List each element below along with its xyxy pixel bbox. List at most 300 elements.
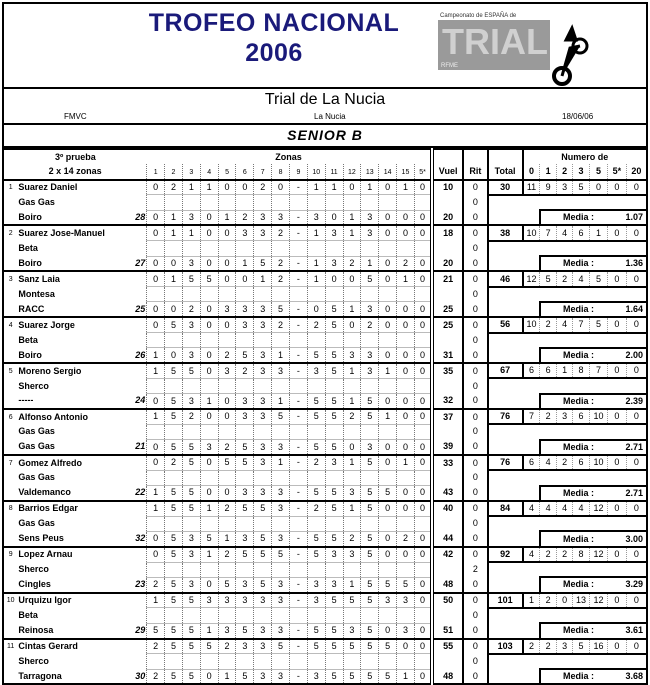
count-cell: 4	[523, 501, 540, 516]
zone-empty	[165, 333, 183, 348]
zone-score: 3	[361, 363, 379, 378]
zone-empty	[325, 516, 343, 531]
media-value: 2.39	[625, 395, 643, 406]
spacer	[3, 302, 17, 317]
zone-score: 3	[236, 531, 254, 546]
count-cell: 2	[523, 639, 540, 654]
zone-empty	[379, 654, 397, 669]
rider-name: Suarez Jose-Manuel	[18, 228, 105, 239]
zone-score: 0	[218, 256, 236, 271]
zone-score: 3	[254, 317, 272, 332]
rider-dorsal: 22	[128, 486, 147, 501]
rider-club: Valdemanco	[17, 486, 128, 501]
zone-score: 3	[254, 455, 272, 470]
trial-logo	[438, 10, 590, 88]
zone-score: 5	[165, 623, 183, 638]
zone-empty	[165, 287, 183, 302]
zone-score: 5	[379, 486, 397, 501]
zone-score: 0	[218, 486, 236, 501]
media-value: 3.61	[625, 625, 643, 636]
zone-score: 3	[325, 225, 343, 240]
rider-name: Lopez Arnau	[18, 549, 73, 560]
empty-cell	[488, 669, 540, 684]
count-cell: 4	[556, 225, 572, 240]
zone-score: 5	[325, 348, 343, 363]
zone-score: 3	[307, 363, 325, 378]
rider-row-lap2	[3, 210, 647, 225]
lap2-rit: 0	[463, 440, 488, 455]
zone-score: 2	[218, 501, 236, 516]
zone-score: 1	[343, 225, 361, 240]
zone-score: 0	[147, 180, 165, 195]
spacer	[3, 378, 17, 393]
rider-name: Alfonso Antonio	[18, 411, 89, 422]
zone-empty	[397, 608, 415, 623]
zone-score: 2	[397, 531, 415, 546]
zone-empty	[254, 333, 272, 348]
media-value: 2.71	[625, 441, 643, 452]
count-cell: 2	[540, 317, 556, 332]
zone-empty	[218, 608, 236, 623]
lap1-rit: 0	[463, 501, 488, 516]
zone-score: 0	[379, 180, 397, 195]
zone-empty	[325, 424, 343, 439]
zone-score: 0	[379, 271, 397, 286]
zone-empty	[343, 424, 361, 439]
lap2-total: 31	[432, 348, 463, 363]
media-box	[540, 440, 647, 455]
zone-score: 5	[165, 409, 183, 424]
zone-empty	[325, 562, 343, 577]
zone-empty	[414, 470, 432, 485]
rit-cell: 0	[463, 608, 488, 623]
count-cell: 0	[608, 271, 626, 286]
spacer	[3, 333, 17, 348]
zone-score: 2	[272, 225, 290, 240]
empty-cell	[432, 287, 463, 302]
zone-score: 1	[147, 409, 165, 424]
zone-score: 5	[236, 501, 254, 516]
zone-score: 1	[218, 210, 236, 225]
zone-empty	[397, 378, 415, 393]
zone-score: 3	[182, 210, 200, 225]
rider-row-lap1	[3, 271, 647, 286]
zone-score: 0	[414, 486, 432, 501]
count-cell: 7	[540, 225, 556, 240]
zone-empty	[414, 608, 432, 623]
count-cell: 0	[589, 180, 607, 195]
count-cell: 6	[523, 363, 540, 378]
count-cell: 0	[608, 225, 626, 240]
lap1-rit: 0	[463, 455, 488, 470]
zone-score: 5	[325, 501, 343, 516]
zone-score: 5	[182, 639, 200, 654]
empty-cell	[432, 241, 463, 256]
zone-score: 5	[379, 639, 397, 654]
zone-score: 5	[272, 639, 290, 654]
zone-score: 3	[254, 669, 272, 684]
count-cell: 8	[573, 547, 589, 562]
zone-score: 2	[218, 639, 236, 654]
empty-cell	[488, 608, 647, 623]
zone-score: 5	[165, 577, 183, 592]
zone-label: 7	[254, 164, 272, 179]
zone-score: 1	[254, 271, 272, 286]
zone-empty	[200, 333, 218, 348]
zone-score: 3	[236, 225, 254, 240]
spacer	[3, 241, 17, 256]
zone-empty	[397, 333, 415, 348]
lap2-rit: 0	[463, 669, 488, 684]
zone-empty	[307, 562, 325, 577]
zone-score: 0	[147, 317, 165, 332]
rider-row-bike	[3, 608, 647, 623]
rit-cell: 2	[463, 562, 488, 577]
zone-score: 3	[236, 593, 254, 608]
zone-score: 5	[361, 531, 379, 546]
zone-score: 3	[236, 302, 254, 317]
zone-score: 0	[414, 180, 432, 195]
rider-row-lap1	[3, 225, 647, 240]
zone-empty	[182, 654, 200, 669]
zone-score: 3	[361, 348, 379, 363]
zone-empty	[307, 424, 325, 439]
zone-score: 2	[165, 455, 183, 470]
zone-score: 2	[182, 302, 200, 317]
lap2-rit: 0	[463, 348, 488, 363]
spacer	[3, 440, 17, 455]
zone-empty	[236, 333, 254, 348]
zone-label: 6	[236, 164, 254, 179]
zone-empty	[414, 333, 432, 348]
spacer	[3, 470, 17, 485]
zone-score: -	[289, 225, 307, 240]
zone-score: 5	[165, 440, 183, 455]
media-label: Media :	[562, 441, 594, 452]
rider-row-lap2	[3, 440, 647, 455]
zone-empty	[182, 608, 200, 623]
count-cell: 8	[573, 363, 589, 378]
zone-score: 1	[165, 210, 183, 225]
zone-score: 0	[414, 577, 432, 592]
zone-score: 2	[236, 363, 254, 378]
zone-score: 1	[343, 577, 361, 592]
lap2-total: 44	[432, 531, 463, 546]
zone-score: 3	[254, 486, 272, 501]
zone-score: 1	[272, 455, 290, 470]
zone-empty	[414, 654, 432, 669]
rider-position: 4	[8, 321, 13, 329]
zone-empty	[307, 333, 325, 348]
zone-score: 1	[200, 547, 218, 562]
zone-empty	[200, 470, 218, 485]
rider-row-lap2	[3, 623, 647, 638]
rider-club: Tarragona	[17, 669, 128, 684]
zone-empty	[254, 654, 272, 669]
count-cell: 4	[540, 501, 556, 516]
zone-score: 1	[147, 486, 165, 501]
total-header: Total	[488, 164, 523, 179]
zone-score: 2	[272, 271, 290, 286]
zone-score: 0	[218, 271, 236, 286]
zone-score: 2	[254, 180, 272, 195]
zone-score: 3	[272, 486, 290, 501]
zone-score: 0	[414, 256, 432, 271]
zone-empty	[289, 333, 307, 348]
zone-score: 0	[397, 317, 415, 332]
rider-row-lap2	[3, 669, 647, 684]
rider-row-bike	[3, 562, 647, 577]
zone-empty	[325, 195, 343, 210]
zone-score: 0	[414, 501, 432, 516]
zone-score: 5	[325, 639, 343, 654]
lap2-total: 48	[432, 577, 463, 592]
zone-score: -	[289, 623, 307, 638]
zone-score: 0	[379, 302, 397, 317]
rider-name: Moreno Sergio	[18, 365, 82, 376]
zone-empty	[165, 195, 183, 210]
zone-score: 3	[272, 593, 290, 608]
zone-score: 3	[343, 348, 361, 363]
media-value: 1.36	[625, 258, 643, 269]
zone-score: 3	[325, 455, 343, 470]
zone-score: 5	[325, 440, 343, 455]
zone-empty	[182, 287, 200, 302]
zone-score: 0	[379, 317, 397, 332]
zone-empty	[289, 241, 307, 256]
zone-score: 0	[397, 363, 415, 378]
rider-row-bike	[3, 195, 647, 210]
zone-empty	[165, 608, 183, 623]
media-box	[540, 302, 647, 317]
zone-score: 0	[236, 180, 254, 195]
zone-empty	[397, 424, 415, 439]
zone-empty	[165, 654, 183, 669]
rider-name: Cintas Gerard	[18, 641, 78, 652]
zone-empty	[343, 287, 361, 302]
zone-score: 0	[379, 440, 397, 455]
lap2-total: 48	[432, 669, 463, 684]
rider-name: Suarez Daniel	[18, 182, 78, 193]
zone-empty	[236, 287, 254, 302]
count-cell: 0	[626, 409, 647, 424]
lap1-rit: 0	[463, 639, 488, 654]
zone-empty	[379, 241, 397, 256]
media-label: Media :	[562, 258, 594, 269]
zone-score: 3	[307, 669, 325, 684]
zone-score: 5	[165, 547, 183, 562]
zone-empty	[379, 287, 397, 302]
zone-score: 0	[307, 302, 325, 317]
zone-empty	[218, 333, 236, 348]
zone-score: 3	[307, 593, 325, 608]
zone-score: 1	[397, 455, 415, 470]
lap1-rit: 0	[463, 317, 488, 332]
zone-empty	[307, 195, 325, 210]
spacer	[3, 516, 17, 531]
media-label: Media :	[562, 304, 594, 315]
title-line-2: 2006	[245, 39, 303, 67]
rider-position: 1	[8, 184, 13, 192]
zone-score: 5	[361, 409, 379, 424]
zone-score: 5	[200, 531, 218, 546]
zone-score: 5	[236, 669, 254, 684]
zone-score: 0	[414, 623, 432, 638]
zone-score: 1	[218, 669, 236, 684]
zone-empty	[218, 424, 236, 439]
numero-label: 5	[589, 164, 607, 179]
rider-club: Boiro	[17, 256, 128, 271]
rider-dorsal: 25	[128, 302, 147, 317]
zone-empty	[361, 195, 379, 210]
lap1-rit: 0	[463, 409, 488, 424]
count-cell: 13	[573, 593, 589, 608]
zone-score: -	[289, 501, 307, 516]
rider-row-lap2	[3, 302, 647, 317]
zone-empty	[236, 654, 254, 669]
zone-score: 3	[272, 363, 290, 378]
media-box	[540, 210, 647, 225]
zone-empty	[397, 195, 415, 210]
empty-cell	[488, 623, 540, 638]
rider-row-bike	[3, 241, 647, 256]
zone-empty	[272, 424, 290, 439]
zone-score: -	[289, 486, 307, 501]
zone-score: 1	[397, 271, 415, 286]
zone-score: 1	[361, 180, 379, 195]
zone-empty	[254, 608, 272, 623]
zone-score: 3	[343, 623, 361, 638]
empty-cell	[488, 241, 647, 256]
zone-empty	[200, 287, 218, 302]
zone-score: 5	[379, 669, 397, 684]
zone-score: 3	[182, 317, 200, 332]
zone-score: 2	[218, 547, 236, 562]
zone-score: 3	[218, 623, 236, 638]
empty-cell	[488, 577, 540, 592]
count-cell: 0	[556, 593, 572, 608]
zone-score: 1	[343, 394, 361, 409]
zone-score: 5	[200, 639, 218, 654]
zone-score: 0	[218, 409, 236, 424]
media-row	[541, 395, 643, 408]
count-cell: 7	[573, 317, 589, 332]
rider-row-lap2	[3, 394, 647, 409]
zone-score: 2	[147, 639, 165, 654]
zone-score: 1	[307, 271, 325, 286]
zone-score: -	[289, 669, 307, 684]
rider-bike: Sherco	[18, 380, 49, 391]
zone-empty	[147, 424, 165, 439]
zone-label: 12	[343, 164, 361, 179]
zone-score: 0	[147, 455, 165, 470]
zone-score: 0	[218, 225, 236, 240]
zone-empty	[379, 608, 397, 623]
zone-empty	[397, 470, 415, 485]
zone-score: 5	[343, 669, 361, 684]
media-row	[541, 257, 643, 270]
media-box	[540, 577, 647, 592]
media-row	[541, 533, 643, 546]
zone-score: 0	[147, 256, 165, 271]
zone-score: 5	[254, 547, 272, 562]
zone-score: 5	[165, 317, 183, 332]
count-cell: 6	[573, 409, 589, 424]
zone-empty	[379, 516, 397, 531]
zone-score: 5	[307, 623, 325, 638]
zone-label: 9	[289, 164, 307, 179]
zone-empty	[147, 608, 165, 623]
rider-row-bike	[3, 287, 647, 302]
count-cell: 2	[556, 455, 572, 470]
rider-row-bike	[3, 470, 647, 485]
zone-empty	[147, 562, 165, 577]
lap1-total: 25	[432, 317, 463, 332]
spacer	[3, 608, 17, 623]
spacer	[3, 210, 17, 225]
empty-cell	[488, 440, 540, 455]
count-cell: 6	[573, 455, 589, 470]
zone-score: 0	[414, 639, 432, 654]
zone-score: 3	[361, 210, 379, 225]
media-label: Media :	[562, 579, 594, 590]
media-row	[541, 349, 643, 362]
count-cell: 9	[540, 180, 556, 195]
count-cell: 4	[523, 547, 540, 562]
zone-empty	[414, 562, 432, 577]
empty-cell	[488, 424, 647, 439]
zone-score: 0	[397, 210, 415, 225]
zone-score: 3	[272, 623, 290, 638]
zone-empty	[343, 195, 361, 210]
zone-empty	[165, 562, 183, 577]
zone-empty	[272, 562, 290, 577]
federation: FMVC	[64, 112, 87, 121]
zone-empty	[182, 516, 200, 531]
spacer	[3, 562, 17, 577]
rider-position: 6	[8, 413, 13, 421]
count-cell: 0	[626, 547, 647, 562]
zone-score: 2	[343, 256, 361, 271]
media-value: 3.00	[625, 533, 643, 544]
zone-empty	[254, 195, 272, 210]
zone-score: 3	[254, 348, 272, 363]
rider-position: 8	[8, 505, 13, 513]
zone-empty	[379, 195, 397, 210]
zone-score: 0	[397, 501, 415, 516]
zonas-label: Zonas	[275, 151, 302, 162]
zone-empty	[361, 241, 379, 256]
zone-empty	[218, 241, 236, 256]
lap1-total: 50	[432, 593, 463, 608]
zone-empty	[182, 195, 200, 210]
count-cell: 0	[626, 225, 647, 240]
zone-score: 5	[165, 639, 183, 654]
zone-empty	[397, 654, 415, 669]
zone-score: 0	[325, 271, 343, 286]
zone-empty	[343, 654, 361, 669]
zone-empty	[414, 424, 432, 439]
zone-score: -	[289, 440, 307, 455]
zone-score: 0	[379, 348, 397, 363]
zone-score: 1	[325, 180, 343, 195]
count-cell: 0	[626, 317, 647, 332]
zone-score: 0	[379, 623, 397, 638]
lap2-rit: 0	[463, 531, 488, 546]
rider-club: RACC	[17, 302, 128, 317]
svg-text:TRIAL: TRIAL	[442, 21, 548, 62]
zone-score: 2	[147, 669, 165, 684]
